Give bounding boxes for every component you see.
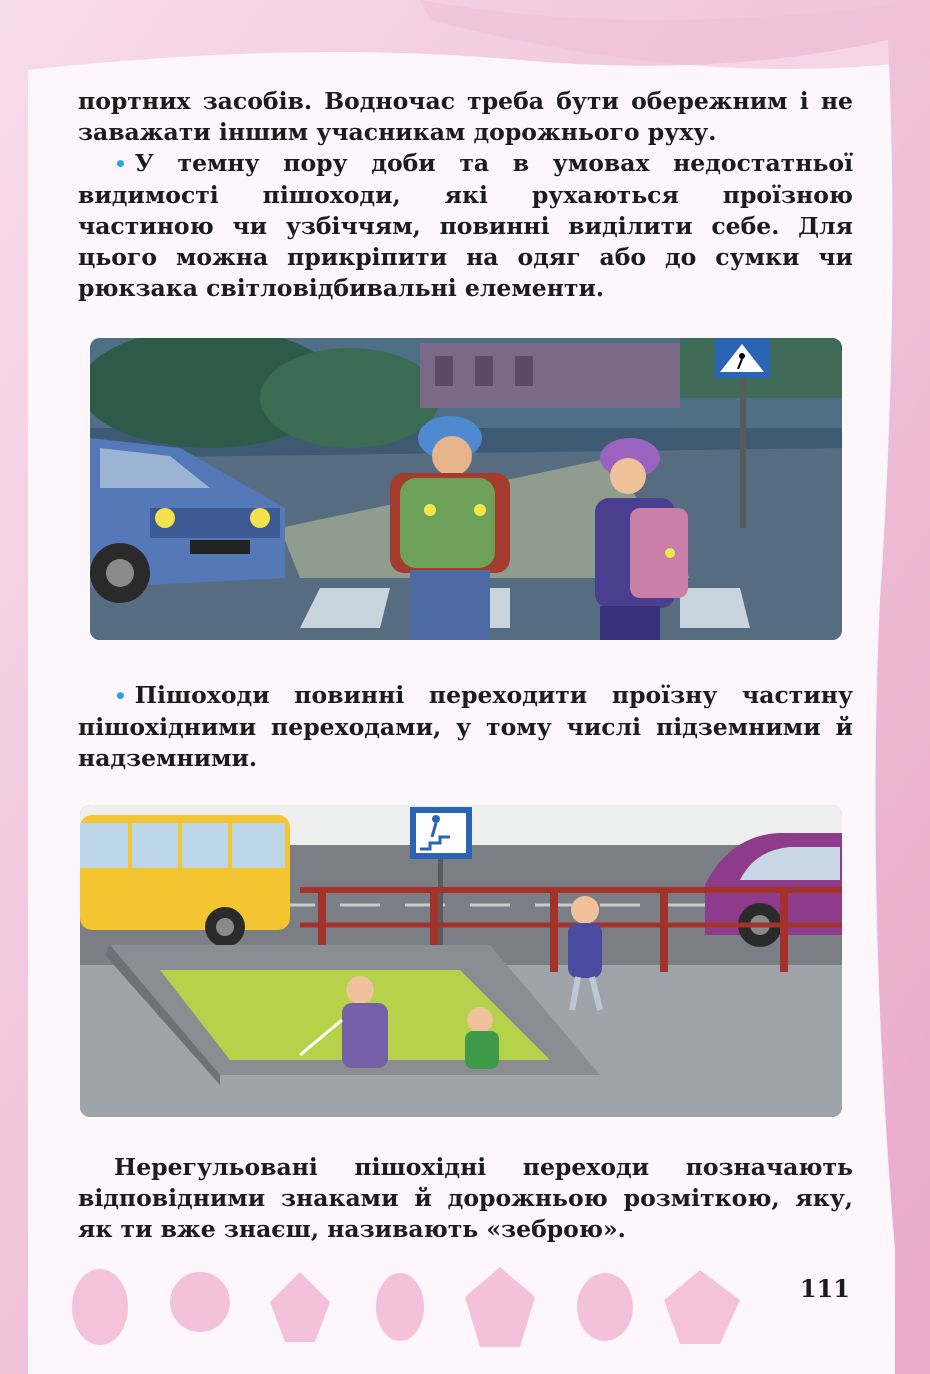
underpass-illustration [80,805,842,1117]
paragraph-unregulated-crossings [78,1152,853,1245]
underground-crossing-sign-icon [410,807,472,859]
paragraph-continuation [78,86,853,148]
leaf-icon [577,1273,633,1341]
paragraph-2-text: У темну пору доби та в умовах недостатньої видимості пішоходи, які рухаються проїзною частиною чи узбіччям, повинні виділити себе. Для цього можна прикріпити на одяг або до сумки чи рюкзака світловідбивальні елементи. [78,149,853,302]
leaf-icon [270,1272,330,1342]
page-number: 111 [799,1274,850,1303]
bullet-paragraph-crossings [78,680,853,774]
pedestrian-crossing-sign-icon [715,338,770,378]
bullet-icon: • [114,684,127,708]
paragraph-1-text: портних засобів. Водночас треба бути обережним і не заважати іншим учасникам дорожнього руху. [78,87,853,146]
bus-icon [80,815,290,947]
decorative-leaves [60,1262,780,1352]
paragraph-4-text: Нерегульовані пішохідні переходи позначають відповідними знаками й дорожньою розміткою, яку, як ти вже знаєш, називають «зеброю». [78,1153,853,1243]
paragraph-3-text: Пішоходи повинні переходити проїзну частину пішохідними переходами, у тому числі підземними й надземними. [78,681,853,772]
leaf-icon [170,1272,230,1332]
bullet-paragraph-visibility [78,148,853,304]
night-crossing-illustration [90,338,842,640]
leaf-icon [465,1267,535,1347]
leaf-icon [72,1269,128,1345]
leaf-icon [376,1273,424,1341]
bullet-icon: • [114,152,127,176]
leaf-icon [664,1270,740,1344]
